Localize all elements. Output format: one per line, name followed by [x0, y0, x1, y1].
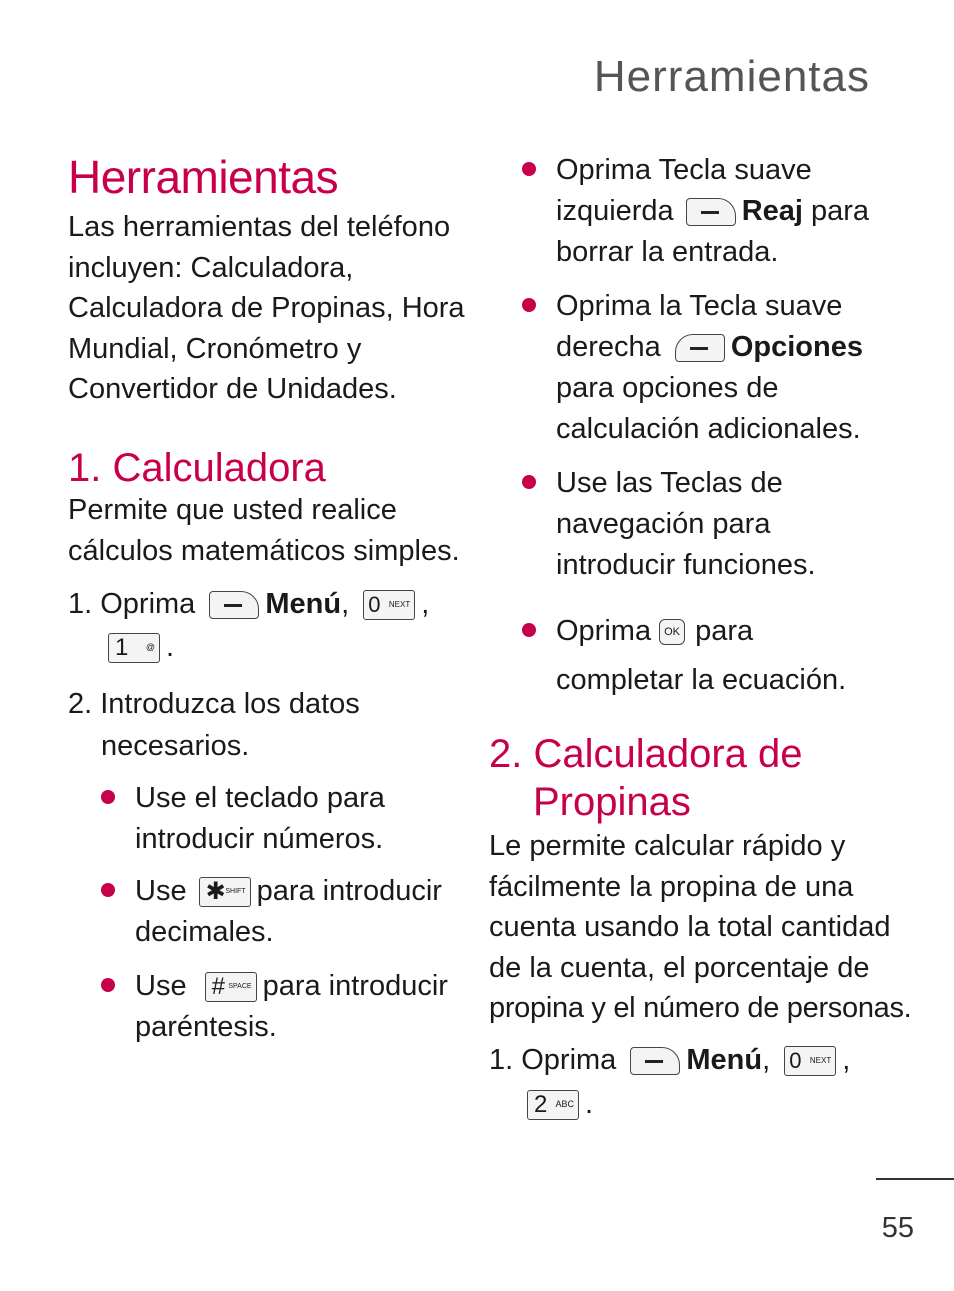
intro-line: Calculadora de Propinas, Hora	[68, 292, 465, 324]
one-key-icon	[108, 633, 160, 663]
bullet-dot	[522, 475, 536, 489]
heading-line: Propinas	[533, 780, 691, 824]
bullet-text: Use el teclado para	[135, 782, 385, 814]
desc-line: cálculos matemáticos simples.	[68, 534, 460, 567]
desc-line: Le permite calcular rápido y	[489, 830, 846, 862]
bullet-text: Use las Teclas de	[556, 467, 783, 499]
reaj-label: Reaj	[741, 195, 803, 227]
desc-line: Permite que usted realice	[68, 494, 397, 526]
bullet-text: navegación para	[556, 508, 771, 540]
left-soft-key-icon	[209, 591, 259, 619]
period: .	[166, 631, 175, 663]
bullet-dot	[101, 790, 115, 804]
intro-line: Mundial, Cronómetro y	[68, 332, 362, 365]
key-main-glyph: 1	[115, 634, 129, 662]
step-text: necesarios.	[101, 730, 250, 762]
comma: ,	[842, 1044, 851, 1076]
bullet-text: Use	[135, 970, 187, 1002]
bullet-navigation	[556, 463, 816, 586]
bullet-text: para	[695, 615, 754, 647]
bullet-text: para opciones de	[556, 372, 779, 404]
bullet-text: Use	[135, 875, 187, 907]
hash-space-key-icon	[205, 972, 257, 1002]
key-main-glyph: 0	[789, 1048, 802, 1074]
propinas-description	[489, 826, 911, 1029]
key-sub-glyph: ABC	[555, 1099, 574, 1110]
zero-next-key-icon	[784, 1046, 836, 1076]
bullet-text: paréntesis.	[135, 1011, 277, 1043]
key-main-glyph: #	[211, 973, 225, 1001]
bullet-text: completar la ecuación.	[556, 664, 847, 696]
bullet-text: introducir funciones.	[556, 549, 816, 581]
bullet-text: para introducir	[256, 875, 442, 907]
menu-label: Menú	[686, 1044, 763, 1076]
period: .	[585, 1088, 594, 1120]
intro-line: Convertidor de Unidades.	[68, 373, 397, 405]
step-text: 2. Introduzca los datos	[68, 688, 360, 720]
bullet-dot	[101, 883, 115, 897]
bullet-text: Oprima la Tecla suave	[556, 290, 843, 322]
comma: ,	[762, 1044, 771, 1076]
bullet-text: derecha	[556, 331, 661, 363]
bullet-parentheses	[135, 966, 448, 1048]
intro-line: incluyen: Calculadora,	[68, 251, 354, 284]
intro-line: Las herramientas del teléfono	[68, 211, 451, 243]
comma: ,	[341, 588, 350, 620]
bullet-reaj	[556, 150, 869, 273]
propinas-step-1	[489, 1039, 850, 1081]
opciones-label: Opciones	[730, 331, 863, 363]
step-1	[68, 583, 429, 625]
two-abc-key-icon	[527, 1090, 579, 1120]
section-heading-propinas	[489, 730, 803, 826]
footer-rule	[876, 1178, 954, 1180]
step-text: 1. Oprima	[68, 588, 196, 620]
desc-line: fácilmente la propina de una	[489, 870, 854, 903]
page-number: 55	[881, 1212, 914, 1244]
left-soft-key-icon	[686, 198, 736, 226]
key-main-glyph: 2	[534, 1091, 548, 1119]
star-shift-key-icon	[199, 877, 251, 907]
bullet-dot	[101, 978, 115, 992]
bullet-text: izquierda	[556, 195, 674, 227]
calculadora-description	[68, 490, 460, 571]
bullet-text: decimales.	[135, 916, 274, 948]
bullet-text: introducir números.	[135, 823, 384, 855]
zero-next-key-icon	[363, 590, 415, 620]
desc-line: de la cuenta, el porcentaje de	[489, 951, 870, 984]
bullet-dot	[522, 623, 536, 637]
section-heading-calculadora: 1. Calculadora	[68, 446, 326, 490]
menu-label: Menú	[265, 588, 342, 620]
bullet-ok	[556, 607, 846, 705]
key-sub-glyph: @	[145, 642, 155, 653]
left-soft-key-icon	[630, 1047, 680, 1075]
intro-paragraph	[68, 207, 465, 410]
desc-line: propina y el número de personas.	[489, 992, 912, 1024]
ok-key-icon: OK	[659, 619, 685, 645]
key-sub-glyph: NEXT	[809, 1056, 832, 1066]
page-title: Herramientas	[68, 151, 339, 203]
bullet-text: borrar la entrada.	[556, 236, 779, 268]
right-soft-key-icon	[675, 334, 725, 362]
bullet-dot	[522, 162, 536, 176]
key-sub-glyph: NEXT	[388, 600, 411, 610]
bullet-keypad	[135, 778, 385, 860]
propinas-step-1-cont	[525, 1083, 593, 1125]
bullet-opciones	[556, 286, 863, 450]
step-1-cont	[106, 626, 174, 668]
step-2	[68, 683, 360, 767]
step-text: 1. Oprima	[489, 1044, 617, 1076]
bullet-text: para introducir	[262, 970, 448, 1002]
bullet-text: calculación adicionales.	[556, 413, 861, 445]
desc-line: cuenta usando la total cantidad	[489, 911, 891, 943]
bullet-decimals	[135, 871, 442, 953]
running-head: Herramientas	[593, 52, 870, 101]
key-sub-glyph: SPACE	[228, 983, 252, 991]
bullet-text: para	[811, 195, 870, 227]
key-main-glyph: ✱	[205, 878, 226, 906]
bullet-text: Oprima	[556, 615, 652, 647]
heading-line: 2. Calculadora de	[489, 732, 803, 776]
key-sub-glyph: SHIFT	[225, 888, 246, 896]
comma: ,	[421, 588, 430, 620]
bullet-text: Oprima Tecla suave	[556, 154, 812, 186]
bullet-dot	[522, 298, 536, 312]
key-main-glyph: 0	[368, 592, 381, 618]
